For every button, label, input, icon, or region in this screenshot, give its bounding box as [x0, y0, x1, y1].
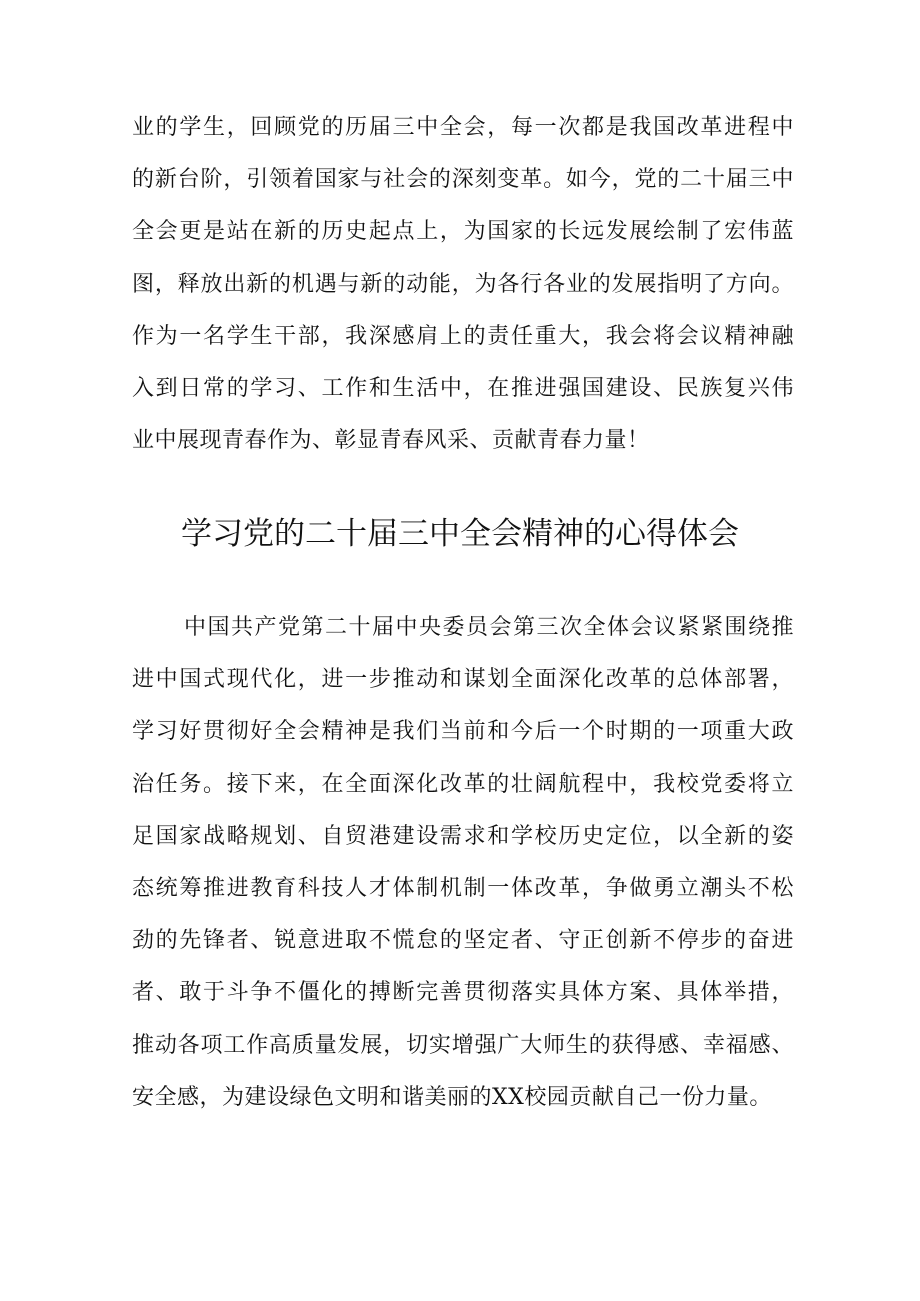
paragraph-line: 劲的先锋者、锐意进取不慌怠的坚定者、守正创新不停步的奋进	[132, 928, 794, 954]
paragraph-line: 中国共产党第二十届中央委员会第三次全体会议紧紧围绕推	[184, 615, 794, 640]
paragraph-line: 足国家战略规划、自贸港建设需求和学校历史定位，以全新的姿	[132, 823, 794, 849]
paragraph-line: 治任务。接下来，在全面深化改革的壮阔航程中，我校党委将立	[132, 771, 794, 797]
article-paragraph	[132, 602, 794, 1124]
paragraph-line: 推动各项工作高质量发展，切实增强广大师生的获得感、幸福感、	[132, 1032, 794, 1058]
previous-paragraph	[132, 102, 794, 467]
paragraph-line: 业的学生，回顾党的历届三中全会，每一次都是我国改革进程中	[132, 115, 794, 140]
paragraph-line: 进中国式现代化，进一步推动和谋划全面深化改革的总体部署，	[132, 667, 794, 693]
paragraph-line: 的新台阶，引领着国家与社会的深刻变革。如今，党的二十届三中	[132, 167, 794, 193]
paragraph-line: 安全感，为建设绿色文明和谐美丽的XX校园贡献自己一份力量。	[132, 1084, 772, 1110]
paragraph-line: 图，释放出新的机遇与新的动能，为各行各业的发展指明了方向。	[132, 271, 794, 297]
paragraph-line: 态统筹推进教育科技人才体制机制一体改革，争做勇立潮头不松	[132, 875, 794, 901]
paragraph-line: 业中展现青春作为、彰显青春风采、贡献青春力量！	[132, 428, 650, 454]
article-title: 学习党的二十届三中全会精神的心得体会	[181, 516, 739, 552]
paragraph-line: 学习好贯彻好全会精神是我们当前和今后一个时期的一项重大政	[132, 719, 794, 745]
paragraph-line: 入到日常的学习、工作和生活中，在推进强国建设、民族复兴伟	[132, 375, 794, 401]
paragraph-line: 者、敢于斗争不僵化的搏断完善贯彻落实具体方案、具体举措，	[132, 980, 794, 1006]
paragraph-line: 作为一名学生干部，我深感肩上的责任重大，我会将会议精神融	[132, 323, 794, 349]
paragraph-line: 全会更是站在新的历史起点上，为国家的长远发展绘制了宏伟蓝	[132, 219, 794, 245]
